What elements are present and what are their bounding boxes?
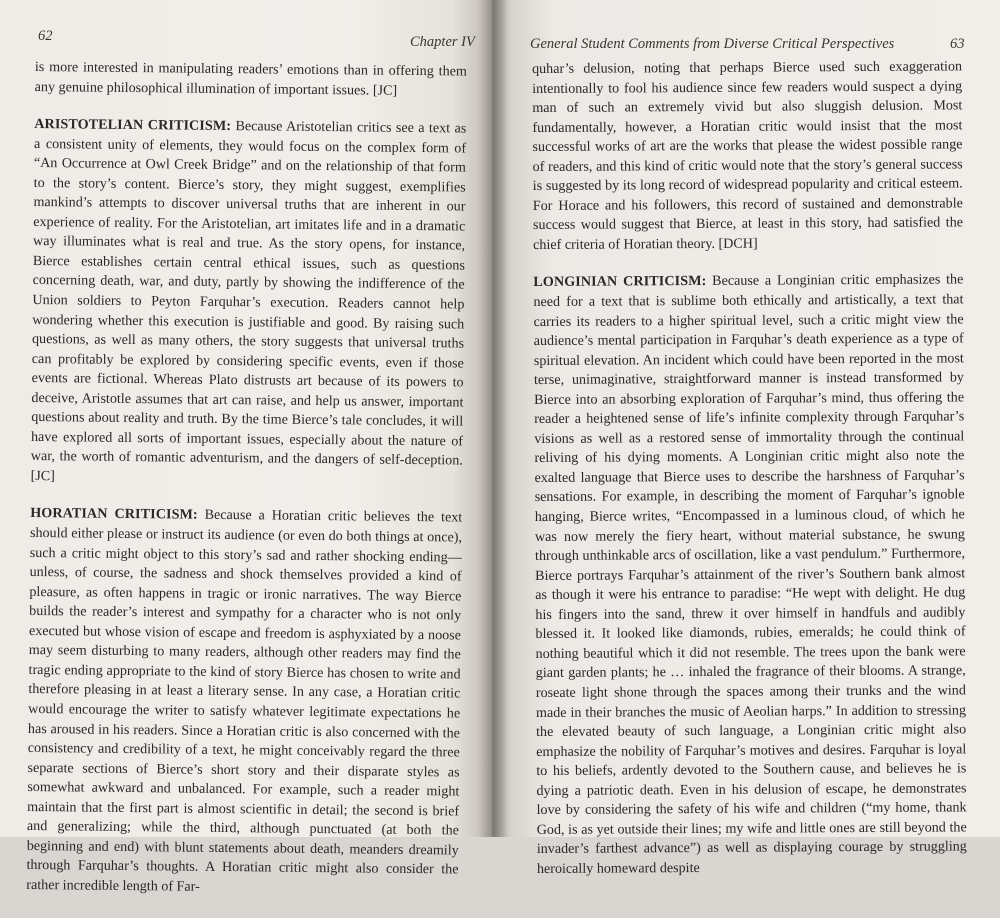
right-paragraph-continuation <box>532 57 963 255</box>
longinian-paragraph <box>533 271 967 880</box>
right-page-number: 63 <box>950 36 965 52</box>
left-page <box>0 0 492 895</box>
paragraph-text: Because a Longinian critic emphasizes the need for a text that is sublime both ethically and artistically, a text that carries its readers to a higher spiritual level, such a critic might view the audience’s mental participation in Farquhar’s death experience as a type of spiritual elevation. An incident which could have been reported in the most terse, unimaginative, straightforward manner is instead transformed by Bierce into an absorbing exploration of Farquhar’s mind, thus offering the reader a heightened sense of life’s infinite complexity through Farquhar’s visions as well as a restored sense of immortality through the continual reliving of his dying moments. A Longinian critic might also note the exalted language that Bierce uses to describe the harshness of Farquhar’s sensations. For example, in describing the moment of Farquhar’s ignoble hanging, Bierce writes, “Encompassed in a luminous cloud, of which he was now merely the fiery heart, without material substance, he swung through unthinkable arcs of oscillation, like a vast pendulum.” Furthermore, Bierce portrays Farquhar’s attainment of the river’s Southern bank almost as though it were his entrance to paradise: “He wept with delight. He dug his fingers into the sand, threw it over himself in handfuls and audibly blessed it. It looked like diamonds, rubies, emeralds; he could think of nothing beautiful which it did not resemble. The trees upon the bank were giant garden plants; he … inhaled the fragrance of their blooms. A strange, roseate light shone through the spaces among their trunks and the wind made in their branches the music of Aeolian harps.” In addition to stressing the elevated beauty of such language, a Longinian critic might also emphasize the nobility of Farquhar’s motives and desires. Farquhar is loyal to his beliefs, ardently devoted to the Southern cause, and believes he is dying a patriotic death. Even in his delusion of escape, he demonstrates love by considering the safety of his wife and children (“my home, thank God, is as yet outside their lines; my wife and little ones are still beyond the invader’s farthest advance”) as well as displaying courage by struggling heroically homeward despite <box>533 271 967 877</box>
right-text-block <box>532 57 967 897</box>
left-paragraph-continuation <box>35 58 467 102</box>
left-page-number: 62 <box>38 28 53 44</box>
aristotelian-paragraph <box>31 115 467 491</box>
right-page <box>492 0 1000 877</box>
left-running-head: Chapter IV <box>410 34 475 50</box>
paragraph-text: Because Aristotelian critics see a text as a consistent unity of elements, they would focus on the complex form of “An Occurrence at Owl Creek Bridge” and on the relationship of that form to the story’s content. Bierce’s story, they might suggest, exemplifies mankind’s attempts to discover universal truths that are inherent in our experience of reality. For the Aristotelian, art imitates life and in a dramatic way illuminates what is real and true. As the story opens, for instance, Bierce establishes certain central ethical issues, such as questions concerning death, war, and duty, partly by showing the indifference of the Union soldiers to Peyton Farquhar’s execution. Readers cannot help wondering whether this execution is justifiable and good. By raising such questions, as well as many others, the story suggests that universal truths can profitably be explored by considering specific events, even if those events are fictional. Whereas Plato distrusts art because of its powers to deceive, Aristotle assumes that art can raise, and help us answer, important questions about reality and truth. By the time Bierce’s tale concludes, it will have explored all sorts of important issues, especially about the nature of war, the worth of romantic adventurism, and the dangers of self-deception. [JC] <box>30 118 467 485</box>
right-running-head: General Student Comments from Diverse Critical Perspectives <box>530 36 895 52</box>
longinian-heading: LONGINIAN CRITICISM: <box>533 273 707 291</box>
horatian-heading: HORATIAN CRITICISM: <box>30 505 198 524</box>
aristotelian-heading: ARISTOTELIAN CRITICISM: <box>34 116 232 135</box>
paragraph-text: Because a Horatian critic believes the text should either please or instruct its audience (or even do both things at once), such a critic might object to this story’s sad and rather shocking ending—unless, of course, the sadness and shock themselves provided a kind of pleasure, as often happens in tragic or ironic narratives. The way Bierce builds the reader’s interest and sympathy for a character who is not only executed but whose vision of escape and freedom is asphyxiated by a noose may seem disturbing to many readers, although other readers may find the tragic ending appropriate to the kind of story Bierce has chosen to write and therefore pleasing in at least a literary sense. In any case, a Horatian critic would encourage the writer to satisfy whatever legitimate expectations he has aroused in his readers. Since a Horatian critic is also concerned with the consistency and credibility of a text, he might conceivably regard the three separate sections of Bierce’s short story and their disparate styles as somewhat awkward and unbalanced. For example, such a reader might maintain that the first part is almost scientific in detail; the second is brief and generalizing; while the third, although punctuated (at both the beginning and end) with blunt statements about death, meanders dreamily through Farquhar’s thoughts. A Horatian critic might also consider the rather incredible length of Far- <box>26 507 463 895</box>
horatian-paragraph <box>26 504 462 899</box>
paragraph-text: is more interested in manipulating readers’ emotions than in offering them any genuine philosophical illumination of important issues. [JC] <box>34 58 467 99</box>
left-text-block <box>26 58 467 918</box>
paragraph-text: quhar’s delusion, noting that perhaps Bierce used such exaggeration intentionally to fool his audience since few readers would suspect a dying man of such an extremely vivid but also sluggish delusion. Most fundamentally, however, a Horatian critic would insist that the most successful works of art are the works that please the widest possible range of readers, and this kind of critic would note that the story’s general success is suggested by its long record of widespread popularity and critical esteem. For Horace and his followers, this record of sustained and demonstrable success would suggest that Bierce, at least in this story, had satisfied the chief criteria of Horatian theory. [DCH] <box>532 58 964 253</box>
